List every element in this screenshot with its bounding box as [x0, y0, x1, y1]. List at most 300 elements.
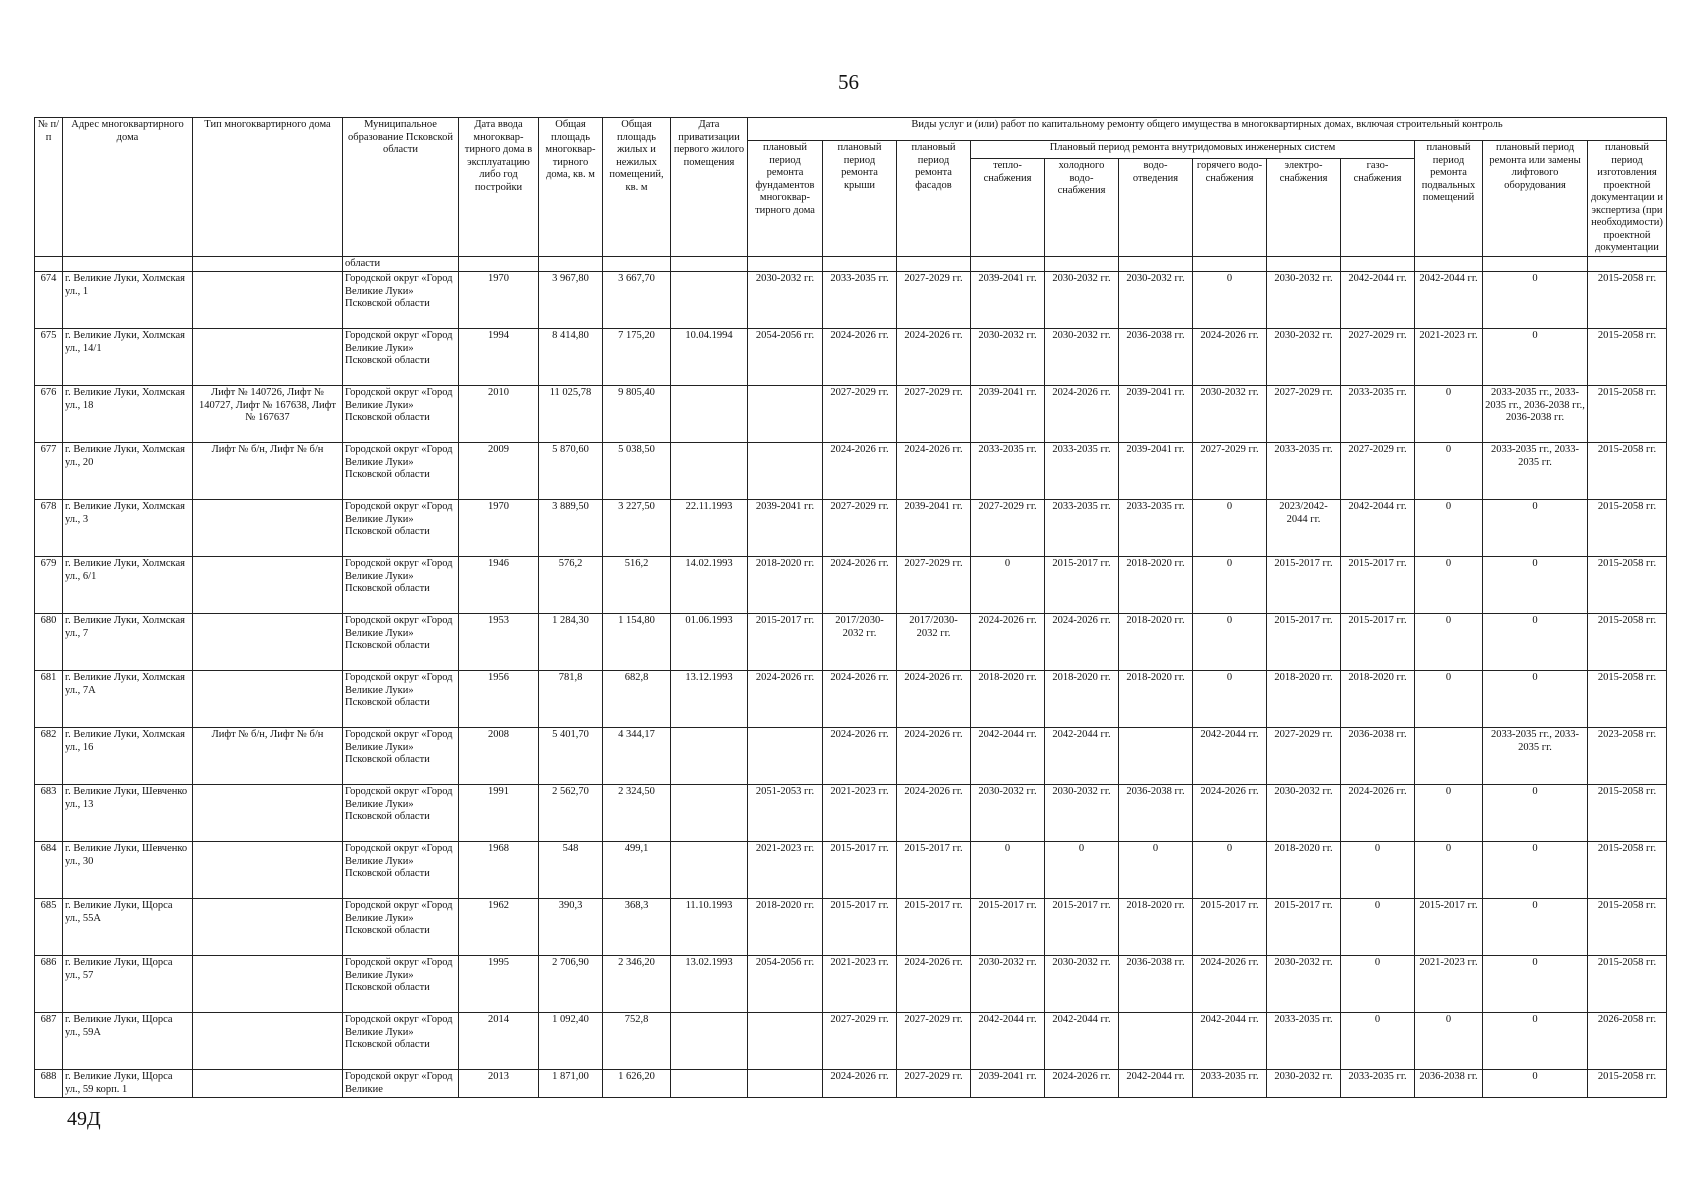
header-foundation: плановый период ремонта фундаментов многоквар-тирного дома — [748, 141, 823, 257]
cell-address: г. Великие Луки, Щорса ул., 59 корп. 1 — [63, 1070, 193, 1098]
cell-elevator: 0 — [1483, 671, 1588, 728]
cell-premises-area: 9 805,40 — [603, 386, 671, 443]
cell-elevator: 0 — [1483, 557, 1588, 614]
header-gas: газо-снабжения — [1341, 159, 1415, 256]
cell-gas: 2033-2035 гг. — [1341, 1070, 1415, 1098]
cell-basement: 0 — [1415, 557, 1483, 614]
cell-gas: 2042-2044 гг. — [1341, 500, 1415, 557]
cell-privatization-date — [671, 386, 748, 443]
cell-heat: 2024-2026 гг. — [971, 614, 1045, 671]
cell-design: 2015-2058 гг. — [1588, 329, 1667, 386]
cell-elevator: 2033-2035 гг., 2033-2035 гг. — [1483, 443, 1588, 500]
cell-municipality: Городской округ «Город Великие — [343, 1070, 459, 1098]
cell-electric: 2030-2032 гг. — [1267, 956, 1341, 1013]
cell-year: 1991 — [459, 785, 539, 842]
continuation-row — [35, 256, 1667, 272]
cell-cold-water: 2033-2035 гг. — [1045, 500, 1119, 557]
cell-type — [193, 899, 343, 956]
cell-year: 1946 — [459, 557, 539, 614]
cell-foundation: 2054-2056 гг. — [748, 329, 823, 386]
header-works-group: Виды услуг и (или) работ по капитальному ремонту общего имущества в многоквартирных домах, включая строительный контроль — [748, 118, 1667, 141]
cell-total-area: 576,2 — [539, 557, 603, 614]
cell-privatization-date — [671, 443, 748, 500]
cell-basement: 0 — [1415, 500, 1483, 557]
cell-basement: 2042-2044 гг. — [1415, 272, 1483, 329]
cell-electric: 2033-2035 гг. — [1267, 1013, 1341, 1070]
cell-design: 2026-2058 гг. — [1588, 1013, 1667, 1070]
cell-total-area: 2 562,70 — [539, 785, 603, 842]
cell-privatization-date: 13.02.1993 — [671, 956, 748, 1013]
cell-heat: 2033-2035 гг. — [971, 443, 1045, 500]
cell-electric: 2015-2017 гг. — [1267, 614, 1341, 671]
cell-basement: 0 — [1415, 386, 1483, 443]
cell-elevator: 0 — [1483, 614, 1588, 671]
cell-foundation — [748, 1013, 823, 1070]
cell-gas: 2042-2044 гг. — [1341, 272, 1415, 329]
cell-basement: 2036-2038 гг. — [1415, 1070, 1483, 1098]
table-row — [35, 1070, 1667, 1098]
cell-hot-water: 0 — [1193, 272, 1267, 329]
cell-foundation: 2018-2020 гг. — [748, 899, 823, 956]
cell-basement: 0 — [1415, 614, 1483, 671]
header-cold-water: холодного водо-снабжения — [1045, 159, 1119, 256]
cell-cold-water: 2015-2017 гг. — [1045, 899, 1119, 956]
table-row — [35, 671, 1667, 728]
cell-sewer: 0 — [1119, 842, 1193, 899]
cell-sewer: 2018-2020 гг. — [1119, 671, 1193, 728]
cell-foundation: 2021-2023 гг. — [748, 842, 823, 899]
cell-electric: 2033-2035 гг. — [1267, 443, 1341, 500]
cell-total-area: 1 284,30 — [539, 614, 603, 671]
header-premises-area: Общая площадь жилых и нежилых помещений, кв. м — [603, 118, 671, 257]
header-type: Тип многоквартирного дома — [193, 118, 343, 257]
table-body — [35, 256, 1667, 1098]
cell-type — [193, 329, 343, 386]
cell-basement: 0 — [1415, 443, 1483, 500]
cell-design: 2015-2058 гг. — [1588, 671, 1667, 728]
cell-roof: 2024-2026 гг. — [823, 671, 897, 728]
cell-heat: 2039-2041 гг. — [971, 386, 1045, 443]
cell-municipality: Городской округ «Город Великие Луки» Псковской области — [343, 671, 459, 728]
cell-municipality: Городской округ «Город Великие Луки» Псковской области — [343, 329, 459, 386]
cell-sewer: 2039-2041 гг. — [1119, 443, 1193, 500]
header-num: № п/п — [35, 118, 63, 257]
cell-premises-area: 368,3 — [603, 899, 671, 956]
table-row — [35, 1013, 1667, 1070]
cell-premises-area: 682,8 — [603, 671, 671, 728]
cell-roof: 2024-2026 гг. — [823, 557, 897, 614]
cell-heat: 2018-2020 гг. — [971, 671, 1045, 728]
cell-municipality: Городской округ «Город Великие Луки» Псковской области — [343, 1013, 459, 1070]
cell-privatization-date — [671, 272, 748, 329]
cell-elevator: 0 — [1483, 1070, 1588, 1098]
cell-basement: 0 — [1415, 1013, 1483, 1070]
cell-cold-water: 2030-2032 гг. — [1045, 329, 1119, 386]
continuation-text: области — [343, 256, 459, 272]
cell-heat: 2042-2044 гг. — [971, 1013, 1045, 1070]
cell-foundation — [748, 728, 823, 785]
cell-address: г. Великие Луки, Холмская ул., 3 — [63, 500, 193, 557]
cell-type — [193, 272, 343, 329]
cell-facade: 2039-2041 гг. — [897, 500, 971, 557]
cell-cold-water: 2030-2032 гг. — [1045, 785, 1119, 842]
cell-sewer: 2042-2044 гг. — [1119, 1070, 1193, 1098]
cell-roof: 2017/2030-2032 гг. — [823, 614, 897, 671]
cell-type: Лифт № б/н, Лифт № б/н — [193, 443, 343, 500]
cell-heat: 2027-2029 гг. — [971, 500, 1045, 557]
cell-privatization-date: 22.11.1993 — [671, 500, 748, 557]
cell-address: г. Великие Луки, Холмская ул., 20 — [63, 443, 193, 500]
cell-foundation: 2039-2041 гг. — [748, 500, 823, 557]
cell-heat: 2030-2032 гг. — [971, 956, 1045, 1013]
cell-cold-water: 2030-2032 гг. — [1045, 956, 1119, 1013]
cell-roof: 2024-2026 гг. — [823, 443, 897, 500]
cell-address: г. Великие Луки, Холмская ул., 6/1 — [63, 557, 193, 614]
cell-num: 681 — [35, 671, 63, 728]
cell-privatization-date: 14.02.1993 — [671, 557, 748, 614]
table-row — [35, 329, 1667, 386]
cell-year: 2014 — [459, 1013, 539, 1070]
header-sewer: водо-отведения — [1119, 159, 1193, 256]
cell-hot-water: 2033-2035 гг. — [1193, 1070, 1267, 1098]
cell-gas: 0 — [1341, 842, 1415, 899]
cell-roof: 2015-2017 гг. — [823, 899, 897, 956]
cell-cold-water: 0 — [1045, 842, 1119, 899]
cell-heat: 2039-2041 гг. — [971, 1070, 1045, 1098]
header-systems-group: Плановый период ремонта внутридомовых инженерных систем — [971, 141, 1415, 159]
cell-address: г. Великие Луки, Щорса ул., 55А — [63, 899, 193, 956]
cell-design: 2015-2058 гг. — [1588, 500, 1667, 557]
table-row — [35, 956, 1667, 1013]
cell-privatization-date: 10.04.1994 — [671, 329, 748, 386]
cell-address: г. Великие Луки, Холмская ул., 7А — [63, 671, 193, 728]
cell-heat: 0 — [971, 842, 1045, 899]
cell-hot-water: 2042-2044 гг. — [1193, 1013, 1267, 1070]
cell-address: г. Великие Луки, Щорса ул., 59А — [63, 1013, 193, 1070]
cell-num: 678 — [35, 500, 63, 557]
header-roof: плановый период ремонта крыши — [823, 141, 897, 257]
cell-elevator: 2033-2035 гг., 2033-2035 гг., 2036-2038 гг., 2036-2038 гг. — [1483, 386, 1588, 443]
cell-cold-water: 2033-2035 гг. — [1045, 443, 1119, 500]
cell-electric: 2018-2020 гг. — [1267, 842, 1341, 899]
cell-basement: 0 — [1415, 671, 1483, 728]
cell-type — [193, 1013, 343, 1070]
cell-hot-water: 0 — [1193, 557, 1267, 614]
cell-premises-area: 1 154,80 — [603, 614, 671, 671]
cell-gas: 0 — [1341, 1013, 1415, 1070]
cell-type — [193, 671, 343, 728]
cell-address: г. Великие Луки, Холмская ул., 1 — [63, 272, 193, 329]
cell-privatization-date: 13.12.1993 — [671, 671, 748, 728]
header-total-area: Общая площадь многоквар-тирного дома, кв. м — [539, 118, 603, 257]
cell-sewer: 2018-2020 гг. — [1119, 557, 1193, 614]
cell-roof: 2027-2029 гг. — [823, 386, 897, 443]
cell-privatization-date — [671, 728, 748, 785]
cell-sewer: 2018-2020 гг. — [1119, 899, 1193, 956]
cell-municipality: Городской округ «Город Великие Луки» Псковской области — [343, 899, 459, 956]
cell-premises-area: 499,1 — [603, 842, 671, 899]
cell-cold-water: 2024-2026 гг. — [1045, 1070, 1119, 1098]
cell-num: 687 — [35, 1013, 63, 1070]
cell-hot-water: 2024-2026 гг. — [1193, 785, 1267, 842]
cell-type — [193, 956, 343, 1013]
header-municipality: Муниципальное образование Псковской области — [343, 118, 459, 257]
cell-cold-water: 2042-2044 гг. — [1045, 728, 1119, 785]
cell-facade: 2015-2017 гг. — [897, 899, 971, 956]
cell-gas: 2015-2017 гг. — [1341, 557, 1415, 614]
table-row — [35, 614, 1667, 671]
page-number: 56 — [838, 70, 859, 94]
cell-roof: 2021-2023 гг. — [823, 785, 897, 842]
cell-basement: 0 — [1415, 842, 1483, 899]
cell-premises-area: 1 626,20 — [603, 1070, 671, 1098]
cell-basement — [1415, 728, 1483, 785]
cell-hot-water: 2042-2044 гг. — [1193, 728, 1267, 785]
cell-total-area: 5 401,70 — [539, 728, 603, 785]
cell-num: 679 — [35, 557, 63, 614]
footer-code: 49Д — [67, 1108, 101, 1130]
cell-design: 2015-2058 гг. — [1588, 842, 1667, 899]
cell-hot-water: 2015-2017 гг. — [1193, 899, 1267, 956]
cell-address: г. Великие Луки, Холмская ул., 7 — [63, 614, 193, 671]
cell-municipality: Городской округ «Город Великие Луки» Псковской области — [343, 614, 459, 671]
cell-cold-water: 2024-2026 гг. — [1045, 614, 1119, 671]
cell-elevator: 0 — [1483, 329, 1588, 386]
cell-num: 677 — [35, 443, 63, 500]
header-elevator: плановый период ремонта или замены лифтового оборудования — [1483, 141, 1588, 257]
cell-hot-water: 2024-2026 гг. — [1193, 329, 1267, 386]
cell-gas: 2018-2020 гг. — [1341, 671, 1415, 728]
cell-sewer — [1119, 1013, 1193, 1070]
cell-design: 2015-2058 гг. — [1588, 899, 1667, 956]
cell-heat: 2030-2032 гг. — [971, 329, 1045, 386]
cell-premises-area: 4 344,17 — [603, 728, 671, 785]
cell-premises-area: 2 324,50 — [603, 785, 671, 842]
cell-premises-area: 5 038,50 — [603, 443, 671, 500]
cell-foundation: 2051-2053 гг. — [748, 785, 823, 842]
cell-type — [193, 1070, 343, 1098]
cell-foundation: 2030-2032 гг. — [748, 272, 823, 329]
cell-municipality: Городской округ «Город Великие Луки» Псковской области — [343, 728, 459, 785]
cell-address: г. Великие Луки, Холмская ул., 18 — [63, 386, 193, 443]
cell-address: г. Великие Луки, Щорса ул., 57 — [63, 956, 193, 1013]
header-design: плановый период изготовления проектной документации и экспертиза (при необходимости) проектной документации — [1588, 141, 1667, 257]
cell-elevator: 0 — [1483, 272, 1588, 329]
cell-facade: 2027-2029 гг. — [897, 1070, 971, 1098]
cell-roof: 2021-2023 гг. — [823, 956, 897, 1013]
cell-type: Лифт № б/н, Лифт № б/н — [193, 728, 343, 785]
header-commission-date: Дата ввода многоквар-тирного дома в эксплуатацию либо год постройки — [459, 118, 539, 257]
cell-type — [193, 842, 343, 899]
cell-total-area: 548 — [539, 842, 603, 899]
cell-sewer: 2018-2020 гг. — [1119, 614, 1193, 671]
cell-elevator: 0 — [1483, 842, 1588, 899]
table-row — [35, 272, 1667, 329]
table-row — [35, 500, 1667, 557]
header-facade: плановый период ремонта фасадов — [897, 141, 971, 257]
cell-cold-water: 2030-2032 гг. — [1045, 272, 1119, 329]
cell-cold-water: 2018-2020 гг. — [1045, 671, 1119, 728]
cell-total-area: 390,3 — [539, 899, 603, 956]
cell-facade: 2027-2029 гг. — [897, 1013, 971, 1070]
cell-privatization-date — [671, 842, 748, 899]
cell-premises-area: 3 227,50 — [603, 500, 671, 557]
cell-municipality: Городской округ «Город Великие Луки» Псковской области — [343, 842, 459, 899]
cell-premises-area: 516,2 — [603, 557, 671, 614]
cell-basement: 0 — [1415, 785, 1483, 842]
cell-gas: 2024-2026 гг. — [1341, 785, 1415, 842]
cell-roof: 2027-2029 гг. — [823, 500, 897, 557]
cell-hot-water: 2030-2032 гг. — [1193, 386, 1267, 443]
table-row — [35, 842, 1667, 899]
cell-total-area: 1 092,40 — [539, 1013, 603, 1070]
cell-facade: 2027-2029 гг. — [897, 272, 971, 329]
cell-design: 2015-2058 гг. — [1588, 557, 1667, 614]
table-row — [35, 443, 1667, 500]
cell-facade: 2024-2026 гг. — [897, 443, 971, 500]
cell-hot-water: 0 — [1193, 500, 1267, 557]
cell-municipality: Городской округ «Город Великие Луки» Псковской области — [343, 785, 459, 842]
cell-gas: 2027-2029 гг. — [1341, 443, 1415, 500]
cell-facade: 2015-2017 гг. — [897, 842, 971, 899]
cell-year: 1962 — [459, 899, 539, 956]
cell-address: г. Великие Луки, Шевченко ул., 30 — [63, 842, 193, 899]
cell-electric: 2027-2029 гг. — [1267, 728, 1341, 785]
cell-privatization-date — [671, 1070, 748, 1098]
cell-design: 2015-2058 гг. — [1588, 785, 1667, 842]
cell-electric: 2023/2042-2044 гг. — [1267, 500, 1341, 557]
cell-municipality: Городской округ «Город Великие Луки» Псковской области — [343, 443, 459, 500]
cell-premises-area: 7 175,20 — [603, 329, 671, 386]
header-privatization-date: Дата приватизации первого жилого помещения — [671, 118, 748, 257]
table-row — [35, 557, 1667, 614]
cell-hot-water: 0 — [1193, 614, 1267, 671]
cell-gas: 2027-2029 гг. — [1341, 329, 1415, 386]
cell-privatization-date: 01.06.1993 — [671, 614, 748, 671]
cell-design: 2015-2058 гг. — [1588, 443, 1667, 500]
cell-municipality: Городской округ «Город Великие Луки» Псковской области — [343, 386, 459, 443]
cell-cold-water: 2024-2026 гг. — [1045, 386, 1119, 443]
cell-year: 2013 — [459, 1070, 539, 1098]
cell-electric: 2015-2017 гг. — [1267, 557, 1341, 614]
table-header — [35, 118, 1667, 257]
cell-sewer — [1119, 728, 1193, 785]
cell-num: 683 — [35, 785, 63, 842]
cell-municipality: Городской округ «Город Великие Луки» Псковской области — [343, 272, 459, 329]
cell-num: 688 — [35, 1070, 63, 1098]
cell-electric: 2030-2032 гг. — [1267, 272, 1341, 329]
cell-basement: 2015-2017 гг. — [1415, 899, 1483, 956]
cell-year: 2009 — [459, 443, 539, 500]
cell-municipality: Городской округ «Город Великие Луки» Псковской области — [343, 956, 459, 1013]
cell-facade: 2027-2029 гг. — [897, 557, 971, 614]
cell-design: 2015-2058 гг. — [1588, 1070, 1667, 1098]
cell-heat: 0 — [971, 557, 1045, 614]
cell-gas: 2015-2017 гг. — [1341, 614, 1415, 671]
cell-total-area: 8 414,80 — [539, 329, 603, 386]
cell-electric: 2015-2017 гг. — [1267, 899, 1341, 956]
cell-num: 675 — [35, 329, 63, 386]
cell-gas: 2036-2038 гг. — [1341, 728, 1415, 785]
cell-hot-water: 2024-2026 гг. — [1193, 956, 1267, 1013]
cell-heat: 2015-2017 гг. — [971, 899, 1045, 956]
capital-repair-table — [34, 117, 1667, 1098]
cell-elevator: 2033-2035 гг., 2033-2035 гг. — [1483, 728, 1588, 785]
cell-num: 674 — [35, 272, 63, 329]
cell-total-area: 781,8 — [539, 671, 603, 728]
cell-num: 680 — [35, 614, 63, 671]
cell-design: 2015-2058 гг. — [1588, 956, 1667, 1013]
cell-gas: 2033-2035 гг. — [1341, 386, 1415, 443]
cell-type — [193, 785, 343, 842]
header-electric: электро-снабжения — [1267, 159, 1341, 256]
cell-elevator: 0 — [1483, 1013, 1588, 1070]
cell-num: 676 — [35, 386, 63, 443]
cell-year: 1956 — [459, 671, 539, 728]
cell-electric: 2018-2020 гг. — [1267, 671, 1341, 728]
cell-year: 1995 — [459, 956, 539, 1013]
cell-elevator: 0 — [1483, 500, 1588, 557]
cell-privatization-date: 11.10.1993 — [671, 899, 748, 956]
cell-cold-water: 2015-2017 гг. — [1045, 557, 1119, 614]
cell-year: 1994 — [459, 329, 539, 386]
cell-heat: 2039-2041 гг. — [971, 272, 1045, 329]
cell-year: 1970 — [459, 272, 539, 329]
cell-total-area: 2 706,90 — [539, 956, 603, 1013]
cell-facade: 2024-2026 гг. — [897, 671, 971, 728]
cell-foundation: 2054-2056 гг. — [748, 956, 823, 1013]
cell-gas: 0 — [1341, 899, 1415, 956]
cell-elevator: 0 — [1483, 785, 1588, 842]
cell-total-area: 1 871,00 — [539, 1070, 603, 1098]
cell-type — [193, 557, 343, 614]
cell-type — [193, 500, 343, 557]
cell-municipality: Городской округ «Город Великие Луки» Псковской области — [343, 500, 459, 557]
header-hot-water: горячего водо-снабжения — [1193, 159, 1267, 256]
cell-foundation — [748, 443, 823, 500]
cell-foundation: 2018-2020 гг. — [748, 557, 823, 614]
cell-hot-water: 0 — [1193, 842, 1267, 899]
cell-heat: 2030-2032 гг. — [971, 785, 1045, 842]
cell-premises-area: 3 667,70 — [603, 272, 671, 329]
cell-year: 1953 — [459, 614, 539, 671]
cell-foundation: 2024-2026 гг. — [748, 671, 823, 728]
cell-design: 2015-2058 гг. — [1588, 614, 1667, 671]
cell-basement: 2021-2023 гг. — [1415, 329, 1483, 386]
cell-type: Лифт № 140726, Лифт № 140727, Лифт № 167638, Лифт № 167637 — [193, 386, 343, 443]
cell-roof: 2033-2035 гг. — [823, 272, 897, 329]
header-address: Адрес многоквартирного дома — [63, 118, 193, 257]
cell-electric: 2030-2032 гг. — [1267, 329, 1341, 386]
cell-num: 684 — [35, 842, 63, 899]
cell-roof: 2024-2026 гг. — [823, 1070, 897, 1098]
cell-address: г. Великие Луки, Шевченко ул., 13 — [63, 785, 193, 842]
cell-facade: 2024-2026 гг. — [897, 956, 971, 1013]
cell-heat: 2042-2044 гг. — [971, 728, 1045, 785]
cell-hot-water: 2027-2029 гг. — [1193, 443, 1267, 500]
cell-roof: 2015-2017 гг. — [823, 842, 897, 899]
cell-design: 2015-2058 гг. — [1588, 386, 1667, 443]
cell-premises-area: 2 346,20 — [603, 956, 671, 1013]
cell-cold-water: 2042-2044 гг. — [1045, 1013, 1119, 1070]
cell-electric: 2027-2029 гг. — [1267, 386, 1341, 443]
cell-sewer: 2036-2038 гг. — [1119, 956, 1193, 1013]
header-basement: плановый период ремонта подвальных помещений — [1415, 141, 1483, 257]
header-heat: тепло-снабжения — [971, 159, 1045, 256]
cell-municipality: Городской округ «Город Великие Луки» Псковской области — [343, 557, 459, 614]
cell-facade: 2024-2026 гг. — [897, 785, 971, 842]
cell-privatization-date — [671, 785, 748, 842]
